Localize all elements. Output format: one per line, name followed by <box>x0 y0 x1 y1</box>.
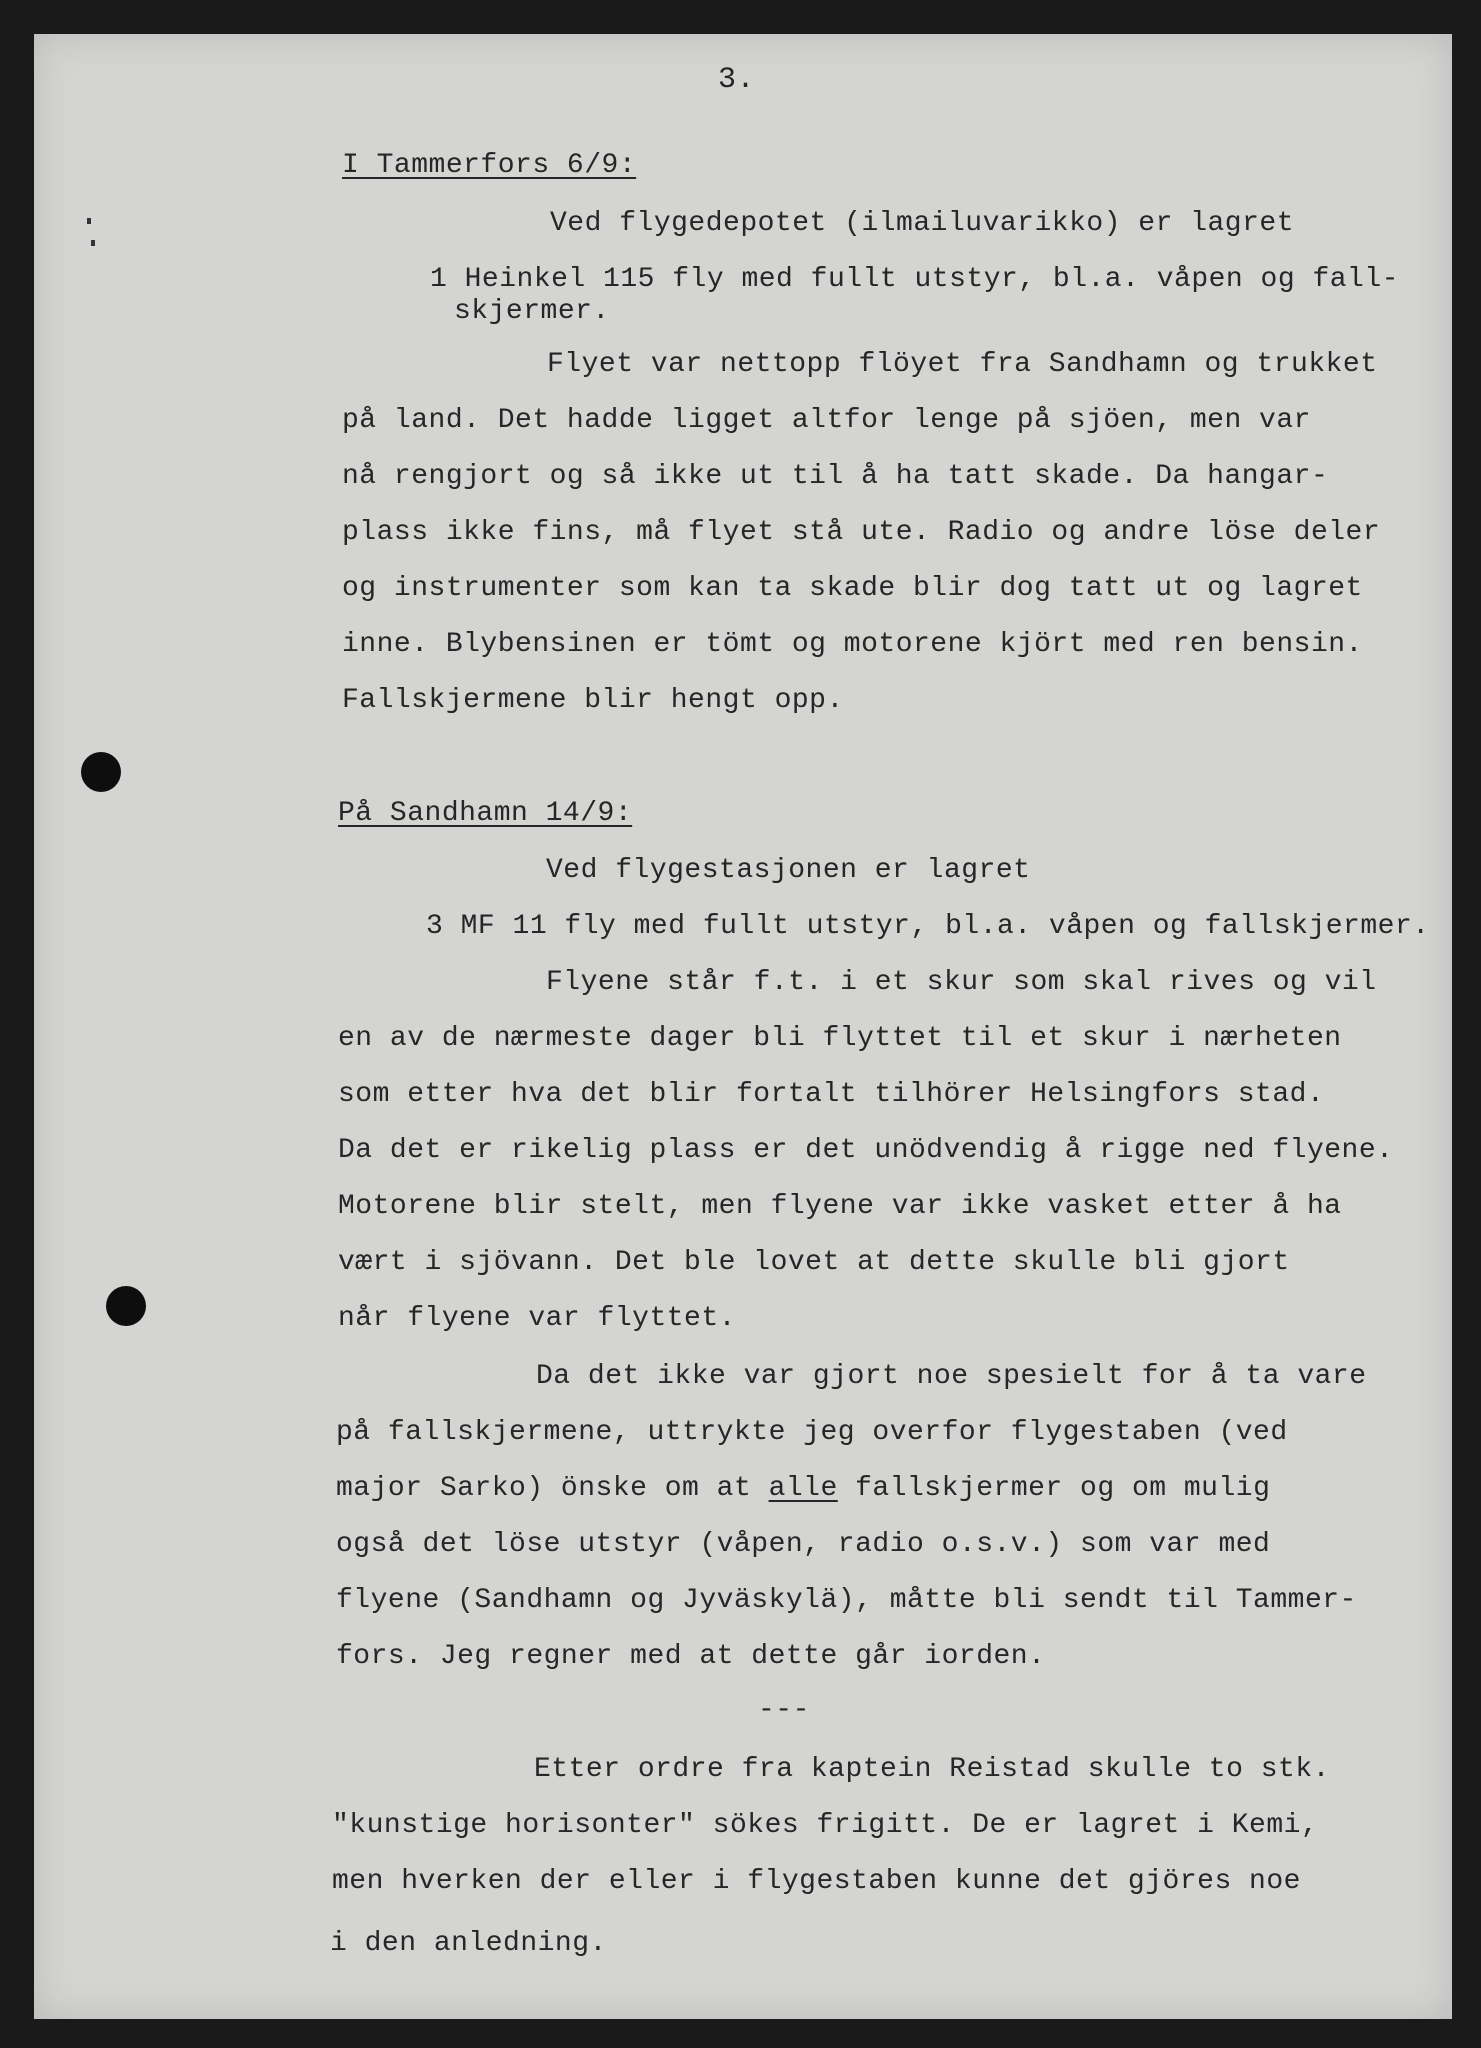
text-line: Motorene blir stelt, men flyene var ikke vasket etter å ha <box>338 1191 1342 1222</box>
text-line: inne. Blybensinen er tömt og motorene kjört med ren bensin. <box>342 629 1363 660</box>
text-line: Etter ordre fra kaptein Reistad skulle to stk. <box>534 1754 1330 1785</box>
text-line: men hverken der eller i flygestaben kunne det gjöres noe <box>332 1866 1301 1897</box>
text-line: når flyene var flyttet. <box>338 1303 736 1334</box>
margin-mark <box>87 218 91 224</box>
text-line: Da det er rikelig plass er det unödvendig å rigge ned flyene. <box>338 1135 1394 1166</box>
text-line: Fallskjermene blir hengt opp. <box>342 685 844 716</box>
text-line: Flyene står f.t. i et skur som skal rives og vil <box>546 967 1377 998</box>
text-segment: major Sarko) önske om at <box>336 1473 769 1504</box>
text-line: på fallskjermene, uttrykte jeg overfor flygestaben (ved <box>336 1417 1288 1448</box>
text-line: på land. Det hadde ligget altfor lenge på sjöen, men var <box>342 405 1311 436</box>
page-number: 3. <box>718 63 756 97</box>
text-line: også det löse utstyr (våpen, radio o.s.v.) som var med <box>336 1529 1271 1560</box>
margin-mark <box>91 240 95 246</box>
text-line <box>336 1471 1270 1507</box>
text-line: fors. Jeg regner med at dette går iorden. <box>336 1641 1046 1672</box>
text-line: som etter hva det blir fortalt tilhörer Helsingfors stad. <box>338 1079 1325 1110</box>
text-line: Ved flygestasjonen er lagret <box>546 855 1031 886</box>
section-heading-tammerfors: I Tammerfors 6/9: <box>342 150 637 181</box>
text-line: Flyet var nettopp flöyet fra Sandhamn og trukket <box>547 349 1378 380</box>
underlined-word: alle <box>768 1473 838 1504</box>
text-line: vært i sjövann. Det ble lovet at dette skulle bli gjort <box>338 1247 1290 1278</box>
text-line: nå rengjort og så ikke ut til å ha tatt skade. Da hangar- <box>342 461 1329 492</box>
text-line: Da det ikke var gjort noe spesielt for å ta vare <box>536 1361 1367 1392</box>
section-heading-sandhamn: På Sandhamn 14/9: <box>338 798 633 829</box>
punch-hole-top <box>81 752 121 792</box>
text-line: 1 Heinkel 115 fly med fullt utstyr, bl.a. våpen og fall- <box>430 264 1399 295</box>
text-line: plass ikke fins, må flyet stå ute. Radio og andre löse deler <box>342 517 1381 548</box>
text-segment: fallskjermer og om mulig <box>837 1473 1271 1504</box>
text-line: i den anledning. <box>330 1928 607 1959</box>
text-line: Ved flygedepotet (ilmailuvarikko) er lagret <box>550 208 1295 239</box>
text-line: og instrumenter som kan ta skade blir dog tatt ut og lagret <box>342 573 1363 604</box>
text-line: "kunstige horisonter" sökes frigitt. De er lagret i Kemi, <box>332 1810 1319 1841</box>
text-line: skjermer. <box>454 296 610 327</box>
separator: --- <box>758 1695 810 1726</box>
text-line: 3 MF 11 fly med fullt utstyr, bl.a. våpen og fallskjermer. <box>426 911 1430 942</box>
text-line: flyene (Sandhamn og Jyväskylä), måtte bli sendt til Tammer- <box>336 1585 1357 1616</box>
punch-hole-bottom <box>106 1286 146 1326</box>
text-line: en av de nærmeste dager bli flyttet til et skur i nærheten <box>338 1023 1342 1054</box>
